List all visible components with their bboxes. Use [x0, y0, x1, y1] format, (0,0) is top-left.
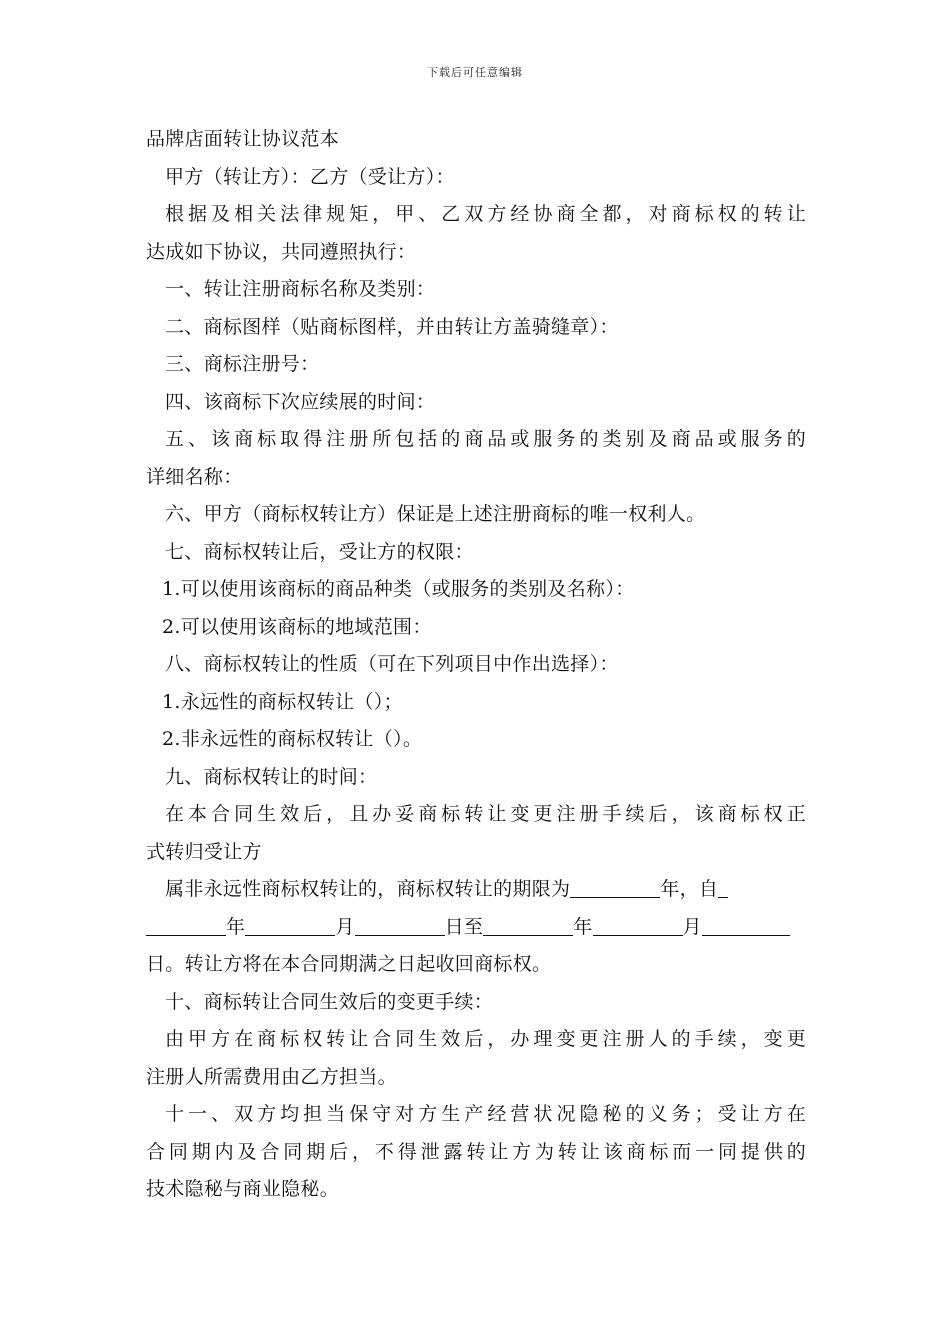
section-8-item-1: 1.永远性的商标权转让（）；: [162, 690, 403, 713]
start-year-blank-b[interactable]: [146, 913, 226, 936]
section-11-line-3: 技术隐秘与商业隐秘。: [146, 1178, 340, 1200]
document-body: [146, 121, 806, 1209]
section-2: 二、商标图样（贴商标图样，并由转让方盖骑缝章）：: [165, 315, 619, 338]
page-header: 下载后可任意编辑: [427, 66, 523, 79]
section-9-term-line: [146, 871, 806, 909]
section-11-line-1: 十一、双方均担当保守对方生产经营状况隐秘的义务；受让方在: [165, 1103, 806, 1125]
start-month-label: 月: [335, 915, 355, 938]
section-4: 四、该商标下次应续展的时间：: [165, 390, 436, 413]
section-10: 十、商标转让合同生效后的变更手续：: [165, 990, 494, 1013]
section-9: 九、商标权转让的时间：: [165, 765, 378, 788]
section-9-date-line: [146, 909, 806, 947]
start-year-label: 年: [226, 915, 246, 938]
document-title: 品牌店面转让协议范本: [146, 128, 340, 150]
section-9-line-2: 式转归受让方: [146, 840, 262, 863]
start-month-blank[interactable]: [245, 913, 335, 936]
end-year-label: 年: [573, 915, 593, 938]
section-3: 三、商标注册号：: [165, 353, 320, 375]
section-11-line-2: 合同期内及合同期后，不得泄露转让方为转让该商标而一同提供的: [146, 1140, 806, 1163]
section-9-end-line: 日。转让方将在本合同期满之日起收回商标权。: [146, 953, 552, 975]
section-5-line-1: 五、该商标取得注册所包括的商品或服务的类别及商品或服务的: [165, 428, 806, 450]
section-1: 一、转让注册商标名称及类别：: [165, 278, 436, 300]
parties-line: 甲方（转让方）：乙方（受让方）：: [165, 165, 455, 188]
section-8-item-2: 2.非永远性的商标权转让（）。: [162, 728, 423, 750]
section-9-line-1: 在本合同生效后，且办妥商标转让变更注册手续后，该商标权正: [165, 803, 806, 825]
end-year-blank[interactable]: [483, 913, 573, 936]
day-to-label: 日至: [444, 915, 484, 938]
section-6: 六、甲方（商标权转让方）保证是上述注册商标的唯一权利人。: [165, 503, 706, 525]
start-day-blank[interactable]: [355, 913, 445, 936]
section-10-line-2: 注册人所需费用由乙方担当。: [146, 1065, 397, 1088]
term-years-blank[interactable]: [570, 875, 660, 898]
end-day-blank[interactable]: [702, 913, 790, 936]
end-month-blank[interactable]: [593, 913, 683, 936]
intro-line-1: 根据及相关法律规矩，甲、乙双方经协商全都，对商标权的转让: [165, 203, 806, 225]
term-year-label: 年，自: [660, 878, 719, 900]
section-8: 八、商标权转让的性质（可在下列项目中作出选择）：: [165, 653, 619, 675]
end-month-label: 月: [682, 915, 702, 938]
term-text: 属非永远性商标权转让的，商标权转让的期限为: [165, 878, 571, 900]
section-7-item-2: 2.可以使用该商标的地域范围：: [162, 615, 432, 638]
section-10-line-1: 由甲方在商标权转让合同生效后，办理变更注册人的手续，变更: [165, 1028, 806, 1050]
section-7: 七、商标权转让后，受让方的权限：: [165, 540, 474, 563]
intro-line-2: 达成如下协议，共同遵照执行：: [146, 240, 417, 263]
start-year-blank-a[interactable]: [718, 875, 728, 898]
section-7-item-1: 1.可以使用该商标的商品种类（或服务的类别及名称）：: [162, 578, 635, 600]
section-5-line-2: 详细名称：: [146, 465, 243, 488]
